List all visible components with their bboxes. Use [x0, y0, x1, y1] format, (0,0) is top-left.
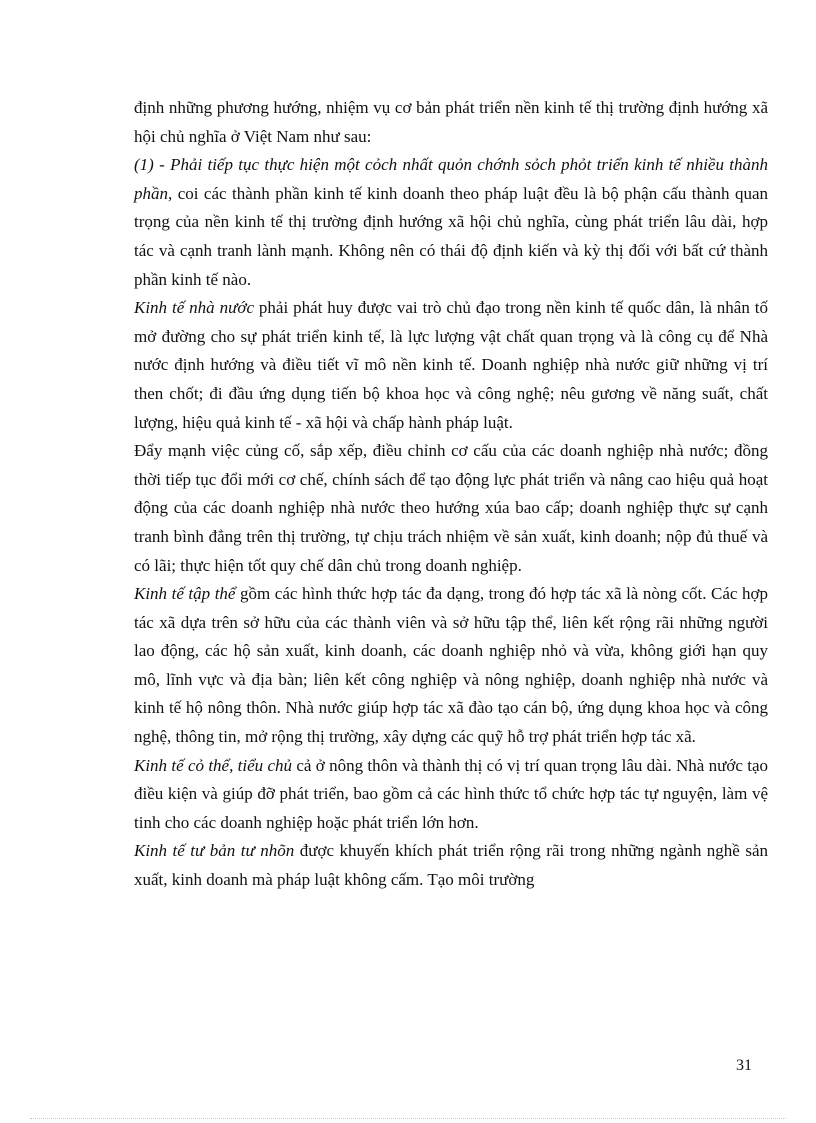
paragraph-7-text: được khuyến khích phát triển rộng rãi trong những ngành nghề sản xuất, kinh doanh mà pháp luật không cấm. Tạo môi trường — [134, 841, 768, 890]
paragraph-4 — [134, 437, 768, 580]
paragraph-2-lead: (1) - Phải tiếp tục thực hiện một cỏch nhất quỏn chớnh sỏch phỏt triển kinh tế nhiều thành phần, — [134, 155, 768, 203]
paragraph-5-text: gồm các hình thức hợp tác đa dạng, trong đó hợp tác xã là nòng cốt. Các hợp tác xã dựa trên sở hữu của các thành viên và sở hữu tập thể, liên kết rộng rãi những người lao động, các hộ sản xuất, kinh doanh, các doanh nghiệp nhỏ và vừa, không giới hạn quy mô, lĩnh vực và địa bàn; liên kết công nghiệp và nông nghiệp, doanh nghiệp nhà nước và kinh tế hộ nông thôn. Nhà nước giúp hợp tác xã đào tạo cán bộ, ứng dụng khoa học và công nghệ, thông tin, mở rộng thị trường, xây dựng các quỹ hỗ trợ phát triển hợp tác xã. — [134, 584, 768, 747]
paragraph-1 — [134, 94, 768, 151]
paragraph-6 — [134, 752, 768, 838]
page-bottom-divider — [30, 1118, 786, 1119]
paragraph-7 — [134, 837, 768, 894]
paragraph-3-text: phải phát huy được vai trò chủ đạo trong nền kinh tế quốc dân, là nhân tố mở đường cho sự phát triển kinh tế, là lực lượng vật chất quan trọng và là công cụ để Nhà nước định hướng và điều tiết vĩ mô nền kinh tế. Doanh nghiệp nhà nước giữ những vị trí then chốt; đi đầu ứng dụng tiến bộ khoa học và công nghệ; nêu gương về năng suất, chất lượng, hiệu quả kinh tế - xã hội và chấp hành pháp luật. — [134, 298, 768, 432]
paragraph-1-text: định những phương hướng, nhiệm vụ cơ bản phát triển nền kinh tế thị trường định hướng xã hội chủ nghĩa ở Việt Nam như sau: — [134, 98, 768, 146]
document-body — [134, 94, 768, 895]
paragraph-2-text: coi các thành phần kinh tế kinh doanh theo pháp luật đều là bộ phận cấu thành quan trọng của nền kinh tế thị trường định hướng xã hội chủ nghĩa, cùng phát triển lâu dài, hợp tác và cạnh tranh lành mạnh. Không nên có thái độ định kiến và kỳ thị đối với bất cứ thành phần kinh tế nào. — [134, 183, 768, 289]
paragraph-6-lead: Kinh tế cỏ thể, tiểu chủ — [134, 755, 293, 775]
paragraph-5-lead: Kinh tế tập thể — [134, 584, 236, 604]
paragraph-3-lead: Kinh tế nhà nước — [134, 298, 254, 318]
paragraph-2 — [134, 151, 768, 294]
page-number: 31 — [736, 1057, 752, 1074]
paragraph-3 — [134, 294, 768, 437]
paragraph-4-text: Đẩy mạnh việc củng cố, sắp xếp, điều chỉnh cơ cấu của các doanh nghiệp nhà nước; đồng thời tiếp tục đổi mới cơ chế, chính sách để tạo động lực phát triển và nâng cao hiệu quả hoạt động của các doanh nghiệp nhà nước theo hướng xúa bao cấp; doanh nghiệp thực sự cạnh tranh bình đẳng trên thị trường, tự chịu trách nhiệm về sản xuất, kinh doanh; nộp đủ thuế và có lãi; thực hiện tốt quy chế dân chủ trong doanh nghiệp. — [134, 441, 768, 575]
paragraph-5 — [134, 580, 768, 752]
paragraph-7-lead: Kinh tế tư bản tư nhõn — [134, 841, 295, 861]
paragraph-6-text: cả ở nông thôn và thành thị có vị trí quan trọng lâu dài. Nhà nước tạo điều kiện và giúp đỡ phát triển, bao gồm cả các hình thức tổ chức hợp tác tự nguyện, làm vệ tinh cho các doanh nghiệp hoặc phát triển lớn hơn. — [134, 755, 769, 832]
